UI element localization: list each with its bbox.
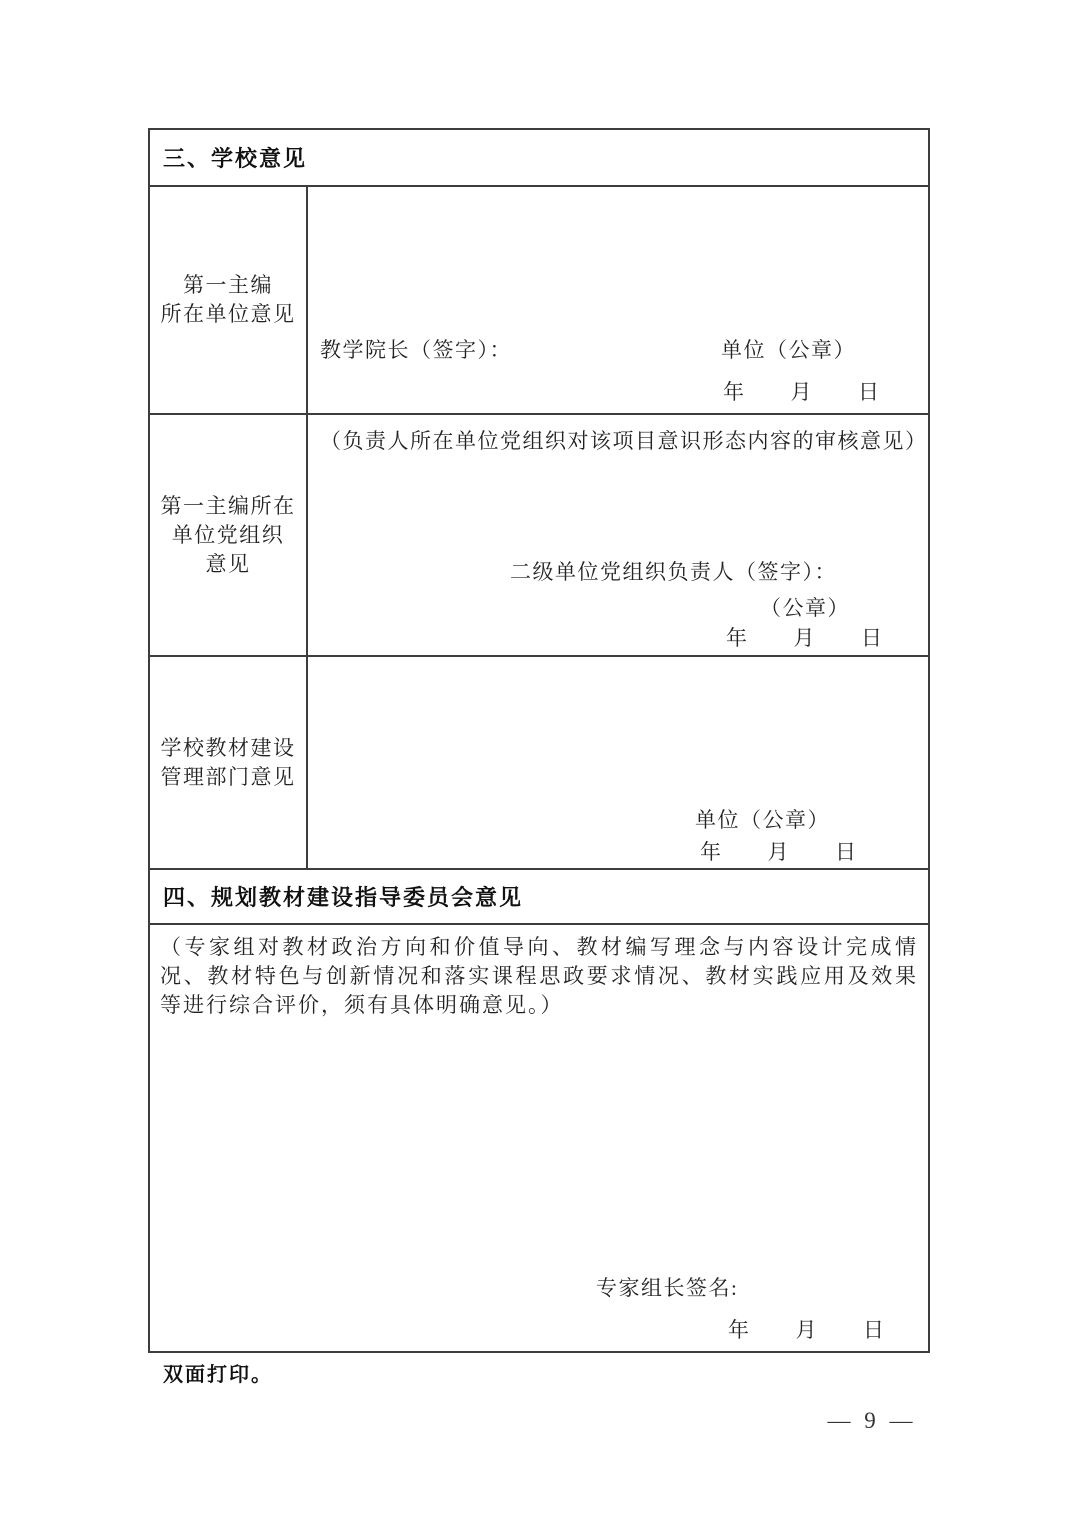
row-management-department-opinion	[150, 657, 928, 870]
row1-date-label: 年 月 日	[723, 380, 881, 404]
row2-label	[150, 415, 308, 655]
row1-label-line2: 所在单位意见	[160, 302, 296, 326]
section4-date-label: 年 月 日	[728, 1318, 886, 1342]
row3-label	[150, 657, 308, 868]
row-first-editor-unit-opinion	[150, 187, 928, 415]
row1-label-line1: 第一主编	[183, 273, 273, 297]
double-sided-print-note: 双面打印。	[163, 1364, 273, 1386]
row2-label-line1: 第一主编所在	[160, 493, 296, 518]
row2-date-label: 年 月 日	[726, 626, 884, 650]
row1-opinion-area	[308, 187, 928, 413]
section4-opinion-area	[150, 925, 928, 1351]
row2-note: （负责人所在单位党组织对该项目意识形态内容的审核意见）	[320, 429, 928, 453]
section4-header	[150, 870, 928, 925]
opinion-form-table	[148, 128, 930, 1353]
section4-note: （专家组对教材政治方向和价值导向、教材编写理念与内容设计完成情况、教材特色与创新情况和落实课程思政要求情况、教材实践应用及效果等进行综合评价，须有具体明确意见。）	[160, 935, 918, 1017]
section4-title: 四、规划教材建设指导委员会意见	[163, 885, 524, 910]
row2-label-line3: 意见	[205, 551, 251, 576]
section3-header	[150, 130, 928, 187]
row2-seal-label: （公章）	[760, 596, 850, 620]
row3-label-line2: 管理部门意见	[160, 764, 296, 789]
row3-seal-label: 单位（公章）	[695, 808, 830, 832]
row2-label-line2: 单位党组织	[171, 522, 285, 547]
row2-opinion-area	[308, 415, 928, 655]
section4-sign-label: 专家组长签名:	[596, 1276, 739, 1300]
page-number: — 9 —	[827, 1408, 917, 1433]
row-party-organization-opinion	[150, 415, 928, 657]
row3-date-label: 年 月 日	[700, 840, 858, 864]
row2-sign-label: 二级单位党组织负责人（签字）：	[510, 560, 837, 584]
row1-seal-label: 单位（公章）	[721, 338, 856, 362]
row1-label	[150, 187, 308, 413]
row1-sign-label: 教学院长（签字）：	[320, 338, 512, 362]
section3-title: 三、学校意见	[163, 146, 308, 171]
row3-opinion-area	[308, 657, 928, 868]
row3-label-line1: 学校教材建设	[160, 735, 296, 760]
